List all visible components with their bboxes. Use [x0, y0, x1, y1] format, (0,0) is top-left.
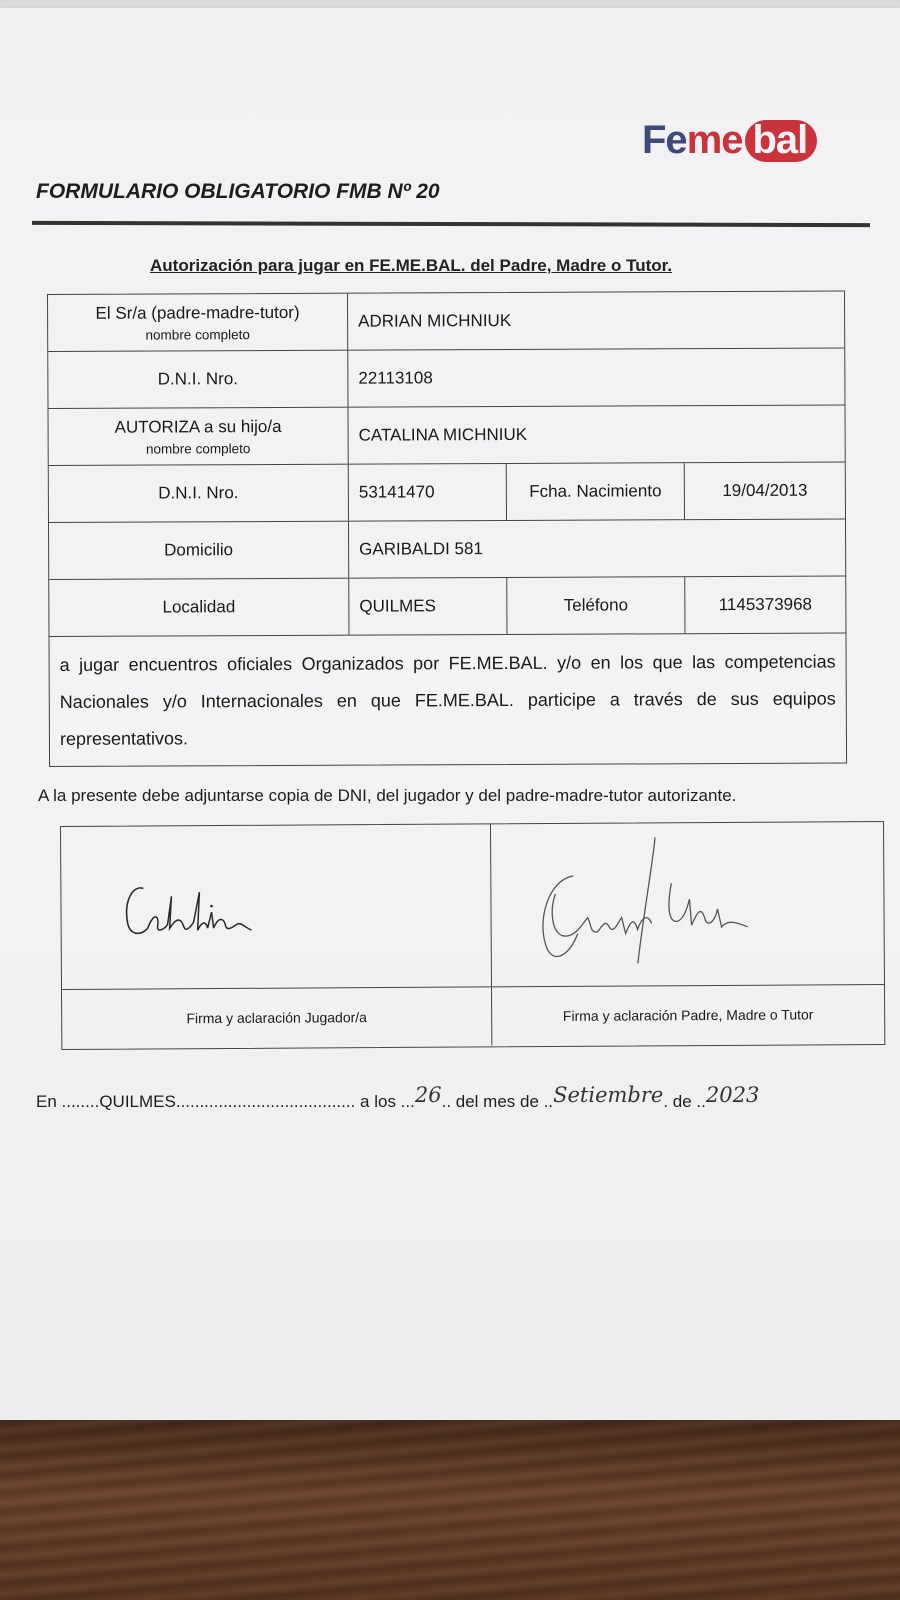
form-title: FORMULARIO OBLIGATORIO FMB Nº 20: [36, 180, 440, 203]
address-label: Domicilio: [164, 540, 234, 560]
table-row-parent-dni: [48, 349, 844, 409]
signature-grid: [61, 822, 884, 990]
closing-line: [36, 1083, 760, 1112]
logo-text-fe: Fe: [642, 118, 687, 162]
birth-date-field[interactable]: 19/04/2013: [722, 480, 808, 501]
table-row-child-dni: [49, 463, 845, 523]
form-subtitle: Autorización para jugar en FE.ME.BAL. del Padre, Madre o Tutor.: [150, 256, 673, 275]
city-label: Localidad: [162, 597, 236, 617]
parent-dni-label: D.N.I. Nro.: [157, 369, 239, 389]
phone-field[interactable]: 1145373968: [718, 594, 813, 615]
title-divider: [32, 221, 870, 227]
address-field[interactable]: GARIBALDI 581: [359, 539, 483, 559]
child-dni-field[interactable]: 53141470: [349, 464, 507, 521]
closing-day[interactable]: 26: [414, 1083, 442, 1107]
authorization-table: [47, 291, 847, 767]
parent-label-cell: [48, 294, 348, 351]
parent-signature: [491, 822, 884, 986]
city-label-cell: [49, 579, 349, 636]
phone-label: Teléfono: [507, 577, 685, 634]
logo-text-bal: bal: [745, 120, 818, 162]
parent-signature-box[interactable]: [491, 822, 884, 986]
address-label-cell: [49, 522, 349, 579]
player-signature: [61, 824, 492, 989]
closing-city[interactable]: QUILMES: [99, 1092, 176, 1111]
table-row-parent: [48, 292, 844, 352]
wooden-table: [0, 1420, 900, 1600]
parent-name-field[interactable]: ADRIAN MICHNIUK: [358, 310, 512, 331]
closing-month[interactable]: Setiembre: [553, 1083, 664, 1107]
table-row-address: [49, 520, 845, 580]
logo-text-me: me: [686, 118, 743, 162]
child-dni-label: D.N.I. Nro.: [158, 483, 239, 503]
child-sublabel: nombre completo: [145, 440, 251, 457]
parent-label: El Sr/a (padre-madre-tutor): [95, 302, 300, 323]
closing-year[interactable]: 2023: [705, 1083, 760, 1107]
closing-prefix: En ........: [36, 1092, 100, 1111]
parent-signature-label: Firma y aclaración Padre, Madre o Tutor: [562, 1006, 814, 1024]
player-signature-label: Firma y aclaración Jugador/a: [62, 987, 492, 1048]
closing-a-los: a los ...: [355, 1092, 415, 1111]
parent-sublabel: nombre completo: [145, 326, 250, 343]
parent-dni-field[interactable]: 22113108: [358, 368, 433, 388]
authorization-clause: a jugar encuentros oficiales Organizados por FE.ME.BAL. y/o en los que las competencias Nacionales y/o Internacionales en que FE.ME.BAL. participe a través de sus equipos representativos.: [59, 651, 836, 749]
child-dni-label-cell: [49, 465, 349, 522]
child-label: AUTORIZA a su hijo/a: [114, 416, 282, 437]
city-field[interactable]: QUILMES: [349, 578, 507, 635]
femebal-logo: [642, 116, 817, 172]
table-row-child: [49, 406, 845, 466]
signature-table: [60, 821, 885, 1050]
signature-labels-row: [62, 985, 884, 1048]
attachment-notice: A la presente debe adjuntarse copia de DNI, del jugador y del padre-madre-tutor autorizante.: [38, 786, 737, 805]
closing-month-prefix: .. del mes de ..: [441, 1092, 554, 1111]
player-signature-box[interactable]: [61, 824, 492, 989]
form-sheet: [0, 8, 900, 1424]
child-label-cell: [49, 408, 349, 465]
closing-dots-1: ......................................: [175, 1092, 356, 1111]
birth-date-label: Fcha. Nacimiento: [507, 463, 685, 520]
closing-year-prefix: . de ..: [663, 1092, 706, 1111]
child-name-field[interactable]: CATALINA MICHNIUK: [358, 424, 528, 445]
parent-dni-label-cell: [48, 351, 348, 408]
table-row-city: [49, 577, 845, 637]
